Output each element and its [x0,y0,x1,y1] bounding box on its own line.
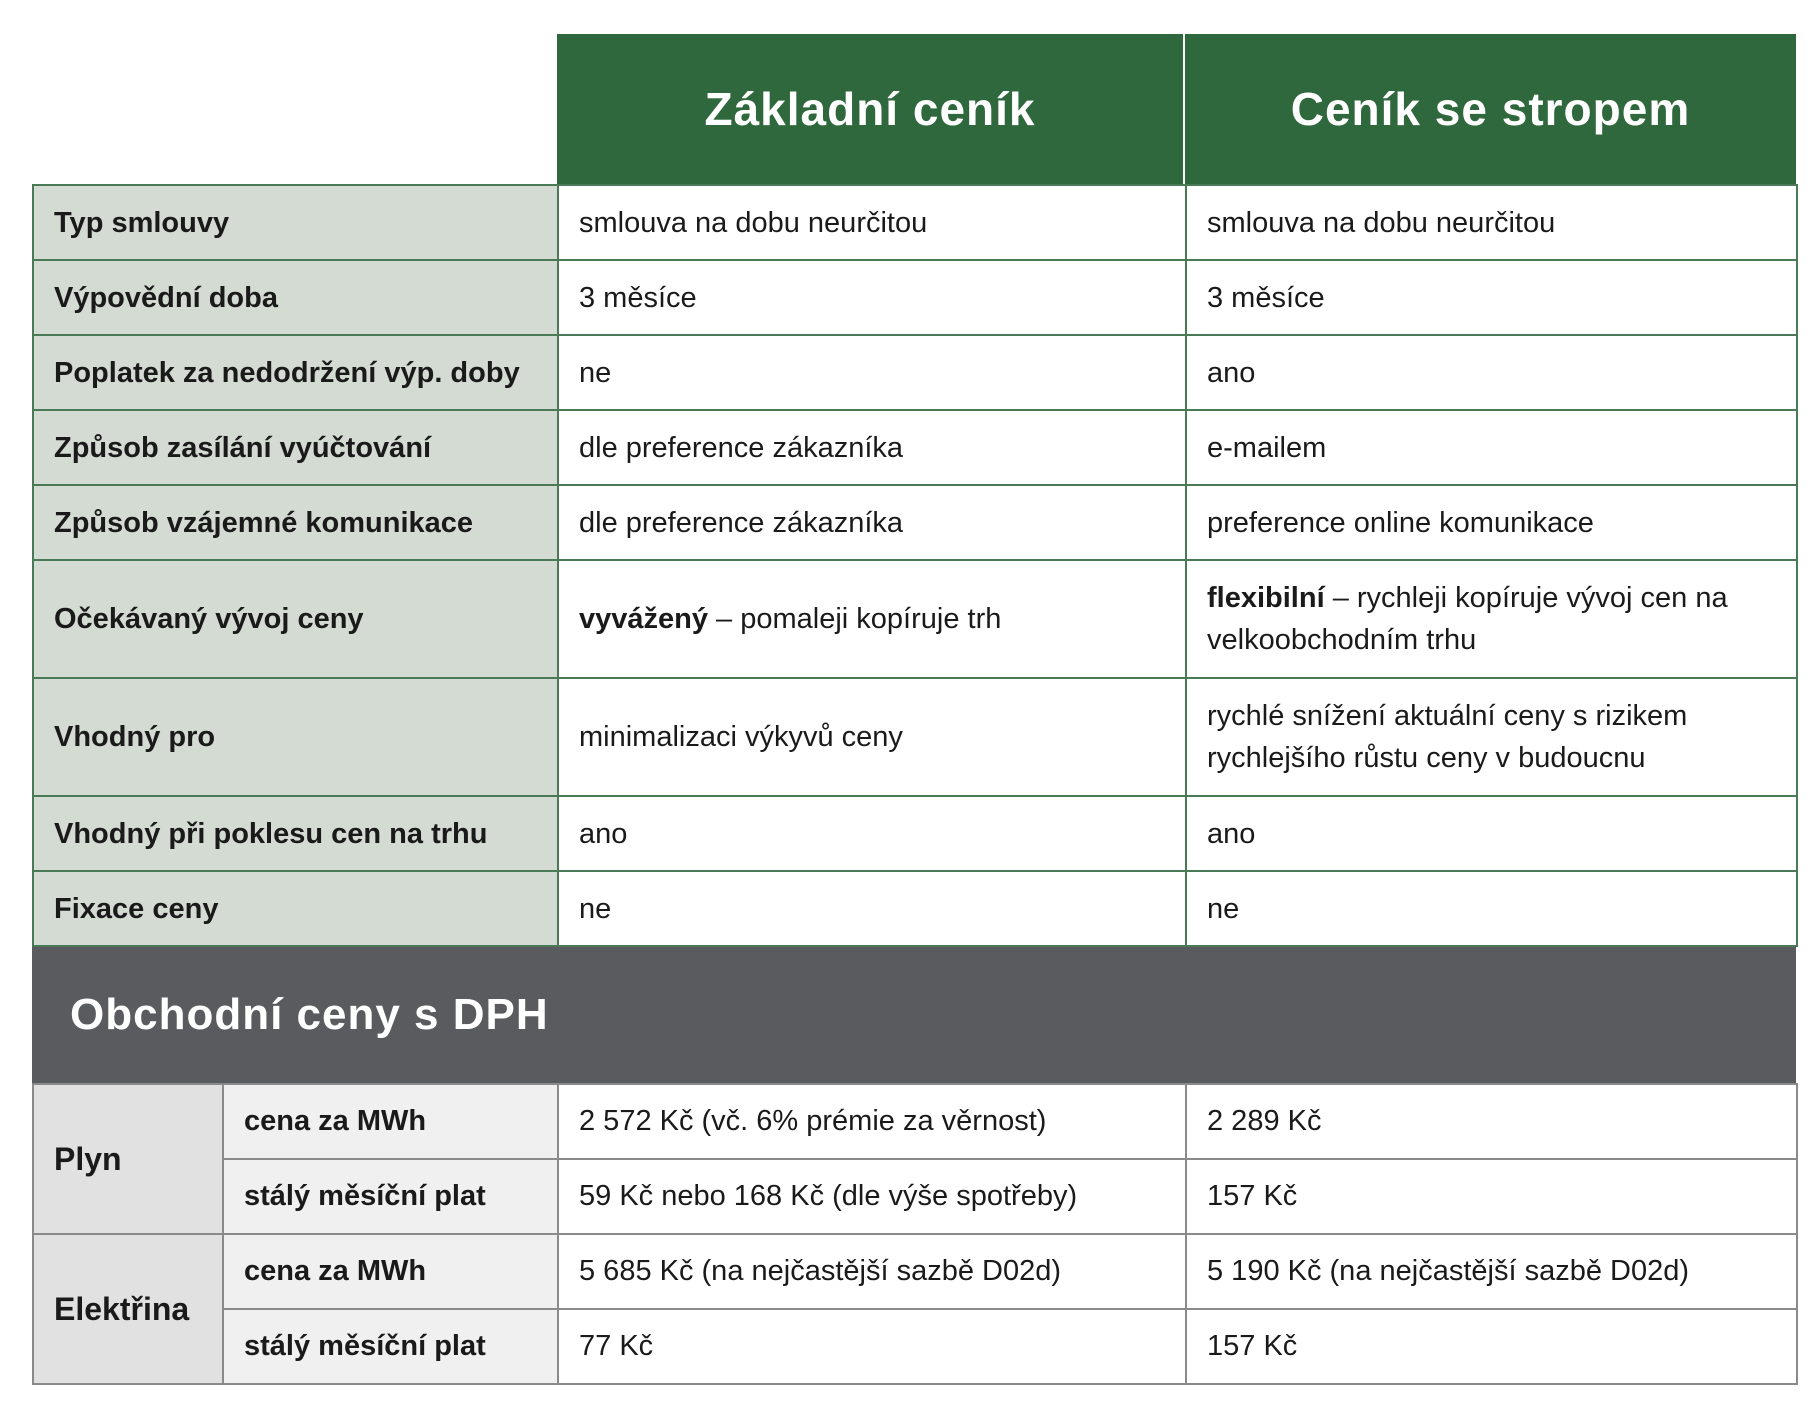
row-label: Fixace ceny [33,871,558,946]
basic-value: ne [558,335,1186,410]
monthly-fee-label: stálý měsíční plat [223,1159,558,1234]
row-label: Typ smlouvy [33,185,558,260]
price-trend-keyword: vyvážený [579,603,708,635]
capped-value: e-mailem [1186,410,1797,485]
basic-value: ano [558,796,1186,871]
table-row [33,1234,1797,1309]
capped-value: ano [1186,335,1797,410]
header-basic-pricelist: Základní ceník [557,34,1185,184]
gas-mwh-capped: 2 289 Kč [1186,1084,1797,1159]
row-label: Poplatek za nedodržení výp. doby [33,335,558,410]
row-label: Očekávaný vývoj ceny [33,560,558,678]
basic-value: smlouva na dobu neurčitou [558,185,1186,260]
basic-value: dle preference zákazníka [558,410,1186,485]
capped-value: preference online komunikace [1186,485,1797,560]
table-row [33,1159,1797,1234]
row-label: Výpovědní doba [33,260,558,335]
contract-terms-table [32,184,1798,947]
table-row [33,678,1797,796]
capped-value: rychlé snížení aktuální ceny s rizikem rychlejšího růstu ceny v budoucnu [1186,678,1797,796]
capped-value: 3 měsíce [1186,260,1797,335]
electricity-mwh-basic: 5 685 Kč (na nejčastější sazbě D02d) [558,1234,1186,1309]
price-per-mwh-label: cena za MWh [223,1084,558,1159]
table-row [33,1309,1797,1384]
table-row [33,410,1797,485]
capped-value: smlouva na dobu neurčitou [1186,185,1797,260]
price-trend-keyword: flexibilní [1207,582,1325,614]
monthly-fee-label: stálý měsíční plat [223,1309,558,1384]
table-row [33,335,1797,410]
price-per-mwh-label: cena za MWh [223,1234,558,1309]
electricity-group-label: Elektřina [33,1234,223,1384]
basic-value: 3 měsíce [558,260,1186,335]
table-row [33,796,1797,871]
row-label: Způsob zasílání vyúčtování [33,410,558,485]
electricity-fee-basic: 77 Kč [558,1309,1186,1384]
table-row [33,1084,1797,1159]
table-row [33,560,1797,678]
header-capped-pricelist: Ceník se stropem [1185,34,1796,184]
prices-table [32,1083,1798,1385]
prices-section-title: Obchodní ceny s DPH [32,947,1796,1083]
table-row [33,871,1797,946]
capped-value: ne [1186,871,1797,946]
basic-value [558,560,1186,678]
basic-value: ne [558,871,1186,946]
gas-mwh-basic: 2 572 Kč (vč. 6% prémie za věrnost) [558,1084,1186,1159]
column-headers [557,34,1796,184]
row-label: Způsob vzájemné komunikace [33,485,558,560]
price-trend-description: – pomaleji kopíruje trh [708,603,1002,635]
table-row [33,185,1797,260]
gas-fee-capped: 157 Kč [1186,1159,1797,1234]
basic-value: minimalizaci výkyvů ceny [558,678,1186,796]
row-label: Vhodný při poklesu cen na trhu [33,796,558,871]
gas-group-label: Plyn [33,1084,223,1234]
basic-value: dle preference zákazníka [558,485,1186,560]
capped-value: ano [1186,796,1797,871]
table-row [33,260,1797,335]
price-trend-description: – rychleji kopíruje vývoj cen na velkoobchodním trhu [1207,582,1728,656]
electricity-fee-capped: 157 Kč [1186,1309,1797,1384]
capped-value [1186,560,1797,678]
electricity-mwh-capped: 5 190 Kč (na nejčastější sazbě D02d) [1186,1234,1797,1309]
row-label: Vhodný pro [33,678,558,796]
gas-fee-basic: 59 Kč nebo 168 Kč (dle výše spotřeby) [558,1159,1186,1234]
table-row [33,485,1797,560]
